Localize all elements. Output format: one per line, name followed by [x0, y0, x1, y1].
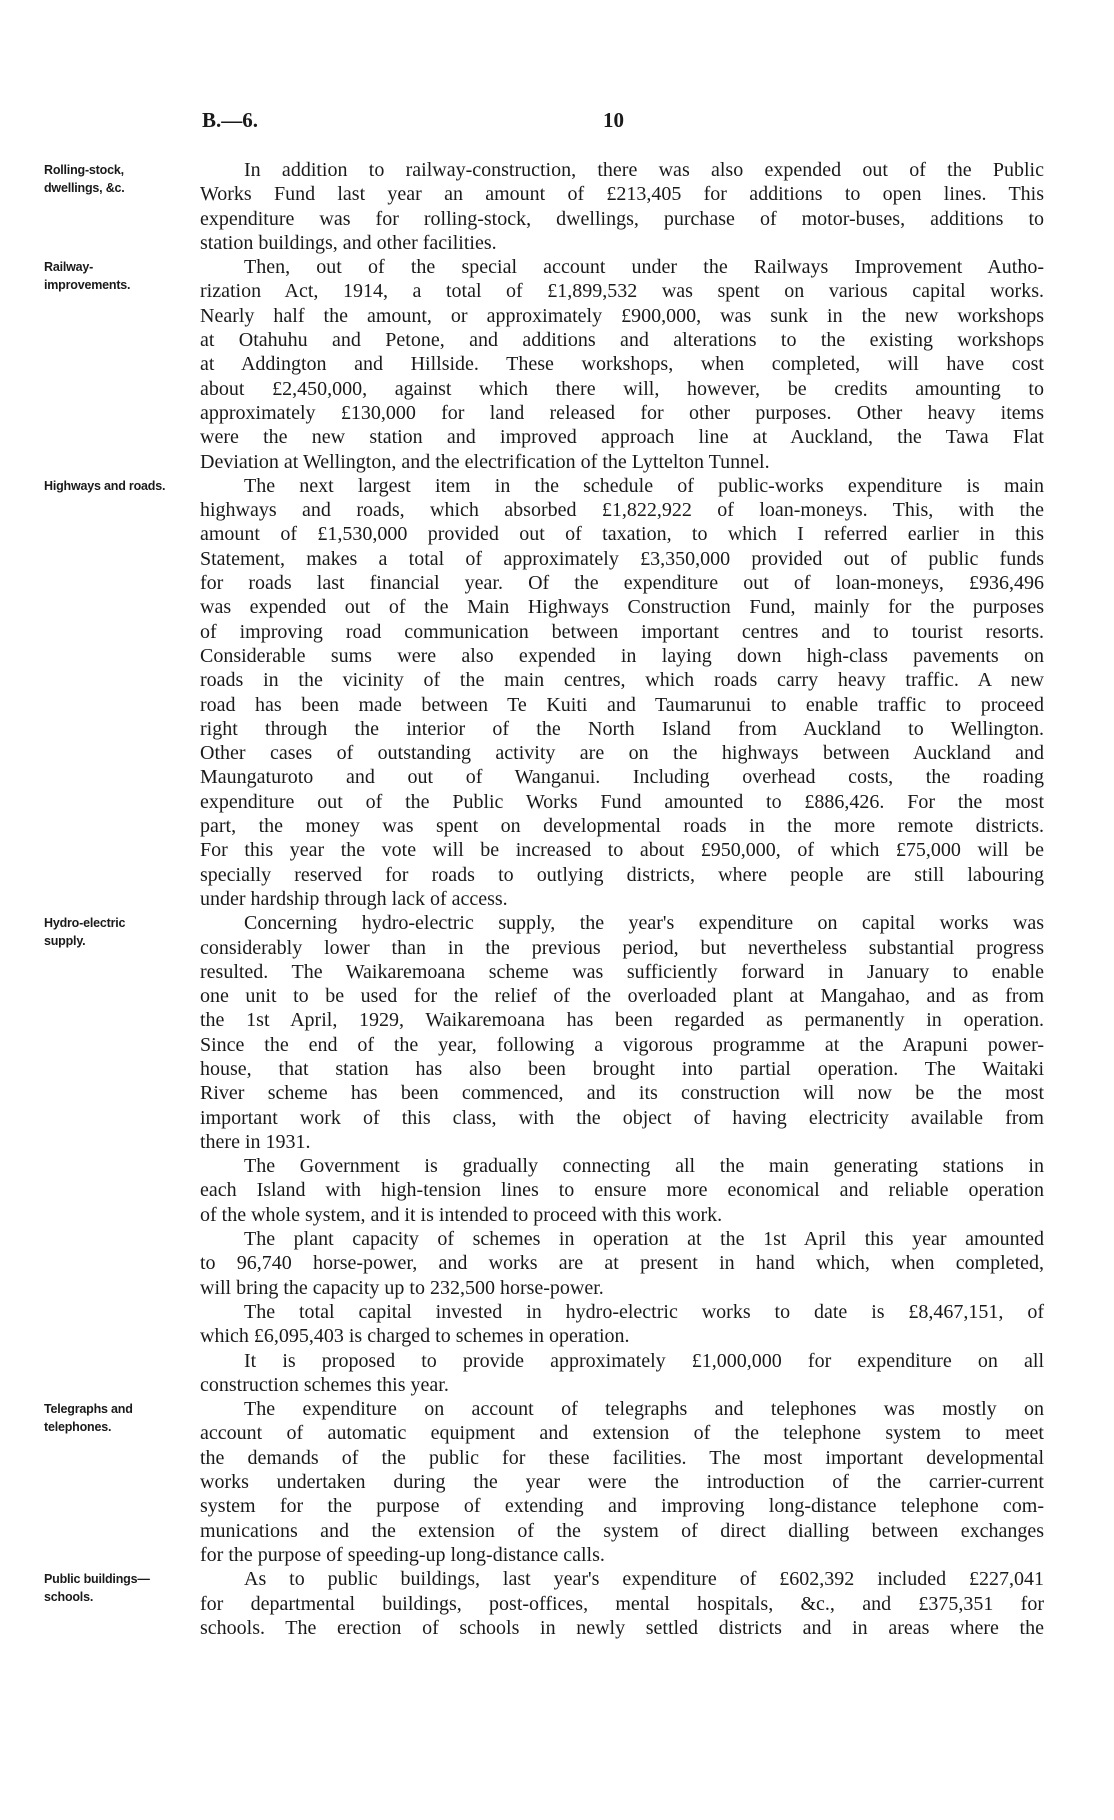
margin-note-line: Highways and roads.: [44, 478, 166, 493]
text-line: highways and roads, which absorbed £1,822,922 of loan-moneys. This, with the: [200, 499, 1044, 522]
text-line: at Addington and Hillside. These workshops, when completed, will have cost: [200, 353, 1044, 376]
text-line: at Otahuhu and Petone, and additions and alterations to the existing workshops: [200, 329, 1044, 352]
text-line: munications and the extension of the system of direct dialling between exchanges: [200, 1519, 1044, 1542]
text-line: The Government is gradually connecting all the main generating stations in: [244, 1155, 1044, 1178]
text-line: which £6,095,403 is charged to schemes in operation.: [200, 1325, 630, 1348]
text-line: account of automatic equipment and extension of the telephone system to meet: [200, 1422, 1044, 1445]
text-line: In addition to railway-construction, there was also expended out of the Public: [244, 159, 1044, 181]
text-line: rization Act, 1914, a total of £1,899,532 was spent on various capital works.: [200, 280, 1044, 303]
text-line: were the new station and improved approach line at Auckland, the Tawa Flat: [200, 426, 1044, 449]
paragraph: [200, 1300, 1044, 1349]
text-line: Other cases of outstanding activity are on the highways between Auckland and: [200, 742, 1044, 765]
paragraph: [200, 1227, 1044, 1300]
text-line: Deviation at Wellington, and the electrification of the Lyttelton Tunnel.: [200, 450, 770, 473]
margin-note-line: schools.: [44, 1590, 94, 1605]
paragraph: [44, 255, 1044, 474]
page-number: 10: [603, 108, 624, 132]
text-line: The total capital invested in hydro-electric works to date is £8,467,151, of: [244, 1300, 1044, 1323]
margin-note: [44, 1400, 184, 1436]
paragraph: [200, 1154, 1044, 1227]
text-line: Maungaturoto and out of Wanganui. Including overhead costs, the roading: [200, 766, 1044, 789]
text-line: each Island with high-tension lines to ensure more economical and reliable operation: [200, 1179, 1044, 1202]
document-body: [44, 158, 1044, 1640]
paragraph: [44, 1397, 1044, 1567]
text-line: works undertaken during the year were the introduction of the carrier-current: [200, 1471, 1044, 1494]
text-line: For this year the vote will be increased to about £950,000, of which £75,000 will be: [200, 839, 1044, 862]
paragraph: [44, 1567, 1044, 1640]
text-line: It is proposed to provide approximately £1,000,000 for expenditure on all: [244, 1349, 1044, 1372]
paragraph: [44, 474, 1044, 911]
text-line: amount of £1,530,000 provided out of taxation, to which I referred earlier in this: [200, 523, 1044, 546]
text-line: for departmental buildings, post-offices, mental hospitals, &c., and £375,351 for: [200, 1592, 1044, 1615]
text-line: construction schemes this year.: [200, 1373, 449, 1396]
text-line: there in 1931.: [200, 1130, 311, 1153]
margin-note-line: Hydro-electric: [44, 916, 126, 931]
text-line: the 1st April, 1929, Waikaremoana has been regarded as permanently in operation.: [200, 1009, 1044, 1032]
margin-note: [44, 477, 184, 495]
document-reference: B.—6.: [202, 108, 259, 132]
text-line: under hardship through lack of access.: [200, 887, 508, 910]
margin-note-line: supply.: [44, 934, 86, 949]
text-line: important work of this class, with the object of having electricity available from: [200, 1106, 1044, 1129]
text-line: for the purpose of speeding-up long-distance calls.: [200, 1543, 605, 1566]
text-line: Then, out of the special account under the Railways Improvement Autho-: [244, 256, 1044, 279]
margin-note: [44, 161, 184, 197]
margin-note: [44, 1570, 184, 1606]
text-line: house, that station has also been brought into partial operation. The Waitaki: [200, 1057, 1044, 1080]
text-line: about £2,450,000, against which there will, however, be credits amounting to: [200, 377, 1044, 400]
text-line: of improving road communication between important centres and to tourist resorts.: [200, 620, 1044, 643]
text-line: road has been made between Te Kuiti and Taumarunui to enable traffic to proceed: [200, 693, 1044, 716]
text-line: right through the interior of the North Island from Auckland to Wellington.: [200, 717, 1044, 740]
margin-note-line: Telegraphs and: [44, 1402, 133, 1417]
text-line: one unit to be used for the relief of the overloaded plant at Mangahao, and as from: [200, 985, 1044, 1008]
margin-note-line: dwellings, &c.: [44, 181, 125, 195]
text-line: As to public buildings, last year's expenditure of £602,392 included £227,041: [244, 1568, 1044, 1591]
text-line: River scheme has been commenced, and its construction will now be the most: [200, 1082, 1044, 1105]
margin-note-line: Railway-: [44, 260, 94, 275]
text-line: The expenditure on account of telegraphs and telephones was mostly on: [244, 1398, 1044, 1421]
text-line: was expended out of the Main Highways Construction Fund, mainly for the purposes: [200, 596, 1044, 619]
text-line: expenditure was for rolling-stock, dwellings, purchase of motor-buses, additions to: [200, 207, 1044, 230]
text-line: roads in the vicinity of the main centres, which roads carry heavy traffic. A new: [200, 669, 1044, 692]
margin-note-line: telephones.: [44, 1420, 112, 1435]
text-line: The next largest item in the schedule of public-works expenditure is main: [244, 474, 1044, 497]
text-line: Statement, makes a total of approximately £3,350,000 provided out of public funds: [200, 547, 1044, 570]
margin-note-line: Rolling-stock,: [44, 163, 124, 177]
text-line: part, the money was spent on developmental roads in the more remote districts.: [200, 815, 1044, 838]
text-line: Works Fund last year an amount of £213,405 for additions to open lines. This: [200, 183, 1044, 206]
text-line: Nearly half the amount, or approximately £900,000, was sunk in the new workshops: [200, 304, 1044, 327]
paragraph: [44, 911, 1044, 1154]
text-line: of the whole system, and it is intended to proceed with this work.: [200, 1203, 723, 1226]
text-line: Since the end of the year, following a vigorous programme at the Arapuni power-: [200, 1033, 1044, 1056]
text-line: Concerning hydro-electric supply, the year's expenditure on capital works was: [244, 912, 1044, 935]
margin-note: [44, 258, 184, 294]
text-line: Considerable sums were also expended in laying down high-class pavements on: [200, 644, 1044, 667]
text-line: The plant capacity of schemes in operation at the 1st April this year amounted: [244, 1228, 1044, 1251]
margin-note: [44, 914, 184, 950]
text-line: approximately £130,000 for land released for other purposes. Other heavy items: [200, 401, 1044, 424]
text-line: will bring the capacity up to 232,500 horse-power.: [200, 1276, 604, 1299]
margin-note-line: Public buildings—: [44, 1572, 150, 1587]
text-line: specially reserved for roads to outlying districts, where people are still labouring: [200, 863, 1044, 886]
margin-note-line: improvements.: [44, 278, 131, 293]
text-line: expenditure out of the Public Works Fund amounted to £886,426. For the most: [200, 790, 1044, 813]
paragraph: [200, 1349, 1044, 1398]
paragraph: [44, 158, 1044, 255]
text-line: schools. The erection of schools in newly settled districts and in areas where the: [200, 1616, 1044, 1639]
text-line: resulted. The Waikaremoana scheme was sufficiently forward in January to enable: [200, 960, 1044, 983]
text-line: the demands of the public for these facilities. The most important developmental: [200, 1446, 1044, 1469]
text-line: to 96,740 horse-power, and works are at present in hand which, when completed,: [200, 1252, 1044, 1275]
text-line: station buildings, and other facilities.: [200, 231, 497, 254]
text-line: for roads last financial year. Of the expenditure out of loan-moneys, £936,496: [200, 572, 1044, 595]
text-line: system for the purpose of extending and improving long-distance telephone com-: [200, 1495, 1044, 1518]
text-line: considerably lower than in the previous period, but nevertheless substantial progress: [200, 936, 1044, 959]
